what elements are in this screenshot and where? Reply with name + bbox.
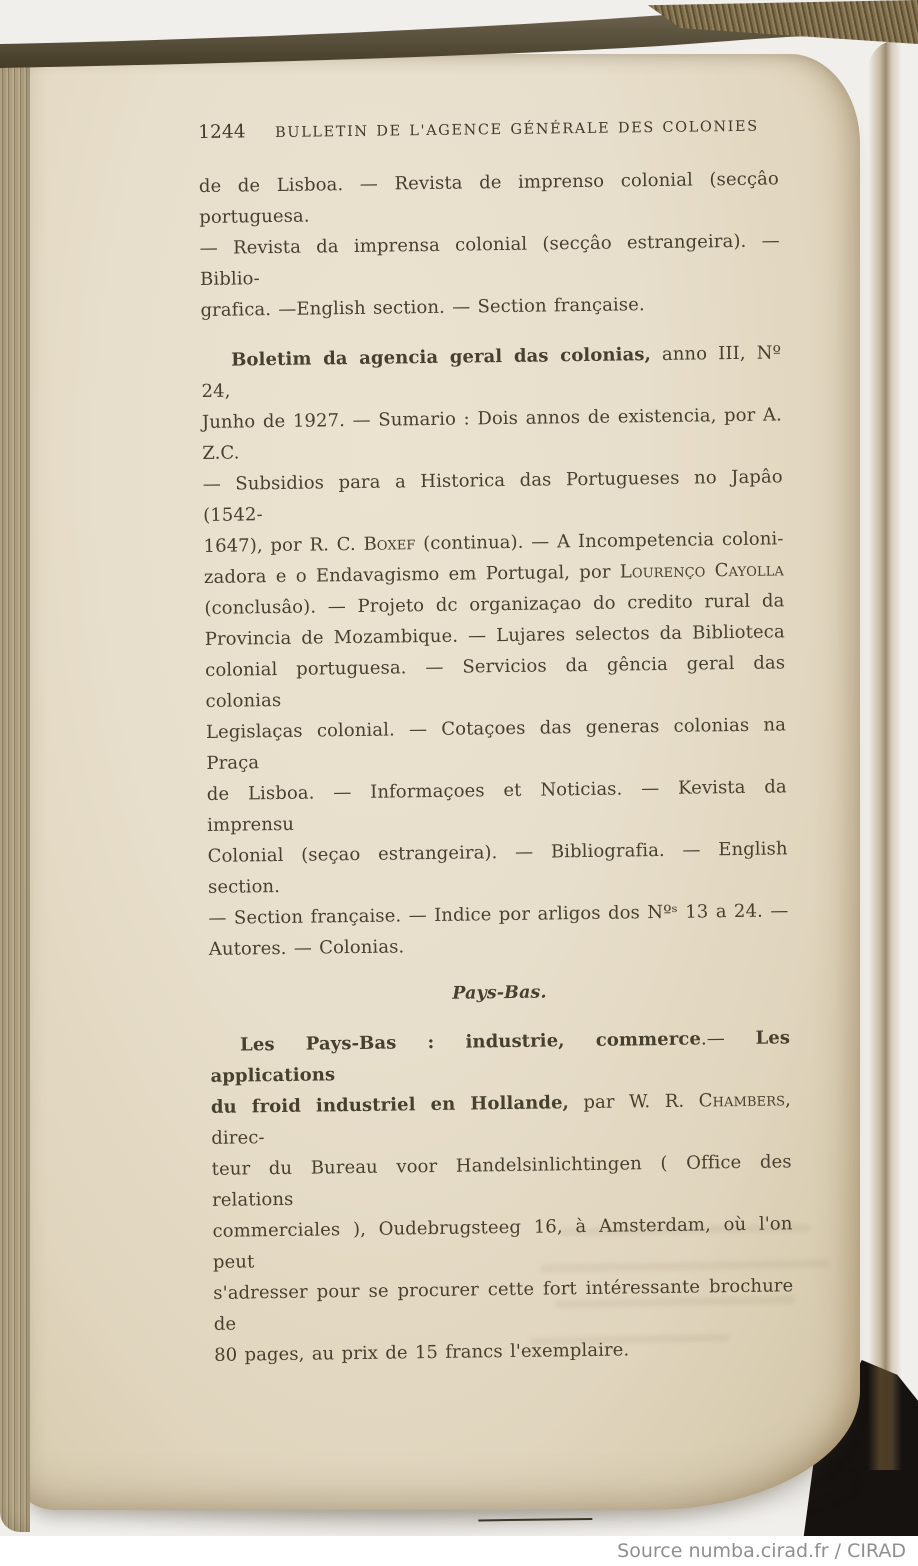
text-line: du froid industriel en Hollande, par W. R. Chambers, direc-: [210, 1089, 792, 1149]
text-line: commerciales ), Oudebrugsteeg 16, à Amsterdam, où l'on peut: [212, 1213, 793, 1273]
text-line: — Section française. — Indice por arligos dos Nºˢ 13 a 24. —: [208, 900, 789, 929]
text-line: Autores. — Colonias.: [208, 936, 405, 960]
text-line: zadora e o Endavagismo em Portugal, por Lourenço Cayolla: [203, 559, 785, 588]
paragraph: [210, 1022, 794, 1371]
text-line: 80 pages, au prix de 15 francs l'exemplaire.: [214, 1339, 630, 1366]
text-line: (conclusâo). — Projeto dc organizaçao do credito rural da: [204, 590, 785, 619]
text-line: 1647), por R. C. Boxef (continua). — A Incompetencia coloni-: [203, 528, 784, 557]
page-number: 1244: [198, 121, 246, 143]
text-line: Provincia de Mozambique. — Lujares selectos da Biblioteca: [204, 621, 785, 650]
text-line: colonial portuguesa. — Servicios da gência geral das colonias: [205, 652, 786, 712]
paragraph: [199, 163, 781, 326]
text-line: teur du Bureau voor Handelsinlichtingen ( Office des relations: [211, 1151, 792, 1211]
paragraph: [201, 337, 789, 965]
source-attribution-text: Source numba.cirad.fr / CIRAD: [617, 1540, 906, 1562]
text-line: Les Pays-Bas : industrie, commerce.— Les applications: [210, 1027, 791, 1087]
cover-fabric-corner: [648, 0, 918, 44]
paragraph-group-1: [199, 163, 789, 965]
text-line: Boletim da agencia geral das colonias, anno III, Nº 24,: [201, 342, 782, 402]
text-line: de Lisboa. — Informaçoes et Noticias. — Kevista da imprensu: [206, 776, 787, 836]
text-line: Junho de 1927. — Sumario : Dois annos de existencia, por A. Z.C.: [201, 404, 783, 464]
source-attribution-bar: [0, 1536, 918, 1566]
page-text-block: [198, 112, 796, 1524]
page-gutter-crease: [868, 40, 902, 1470]
text-line: Legislaças colonial. — Cotaçoes das generas colonias na Praça: [205, 714, 787, 774]
running-title: BULLETIN DE L'AGENCE GÉNÉRALE DES COLONIES: [274, 118, 759, 141]
text-line: s'adresser pour se procurer cette fort intéressante brochure de: [213, 1275, 794, 1335]
text-line: Colonial (seçao estrangeira). — Bibliografia. — English section.: [207, 838, 788, 898]
page-edges-left: [0, 50, 30, 1532]
text-line: — Revista da imprensa colonial (secçâo estrangeira). — Biblio-: [199, 230, 780, 290]
section-heading: Pays-Bas.: [452, 982, 547, 1004]
text-line: — Subsidios para a Historica das Portugueses no Japâo (1542-: [202, 466, 783, 526]
text-line: de de Lisboa. — Revista de imprenso colonial (secçâo portuguesa.: [198, 168, 779, 228]
paragraph-group-2: [210, 1022, 794, 1371]
text-line: grafica. —English section. — Section française.: [200, 294, 645, 321]
